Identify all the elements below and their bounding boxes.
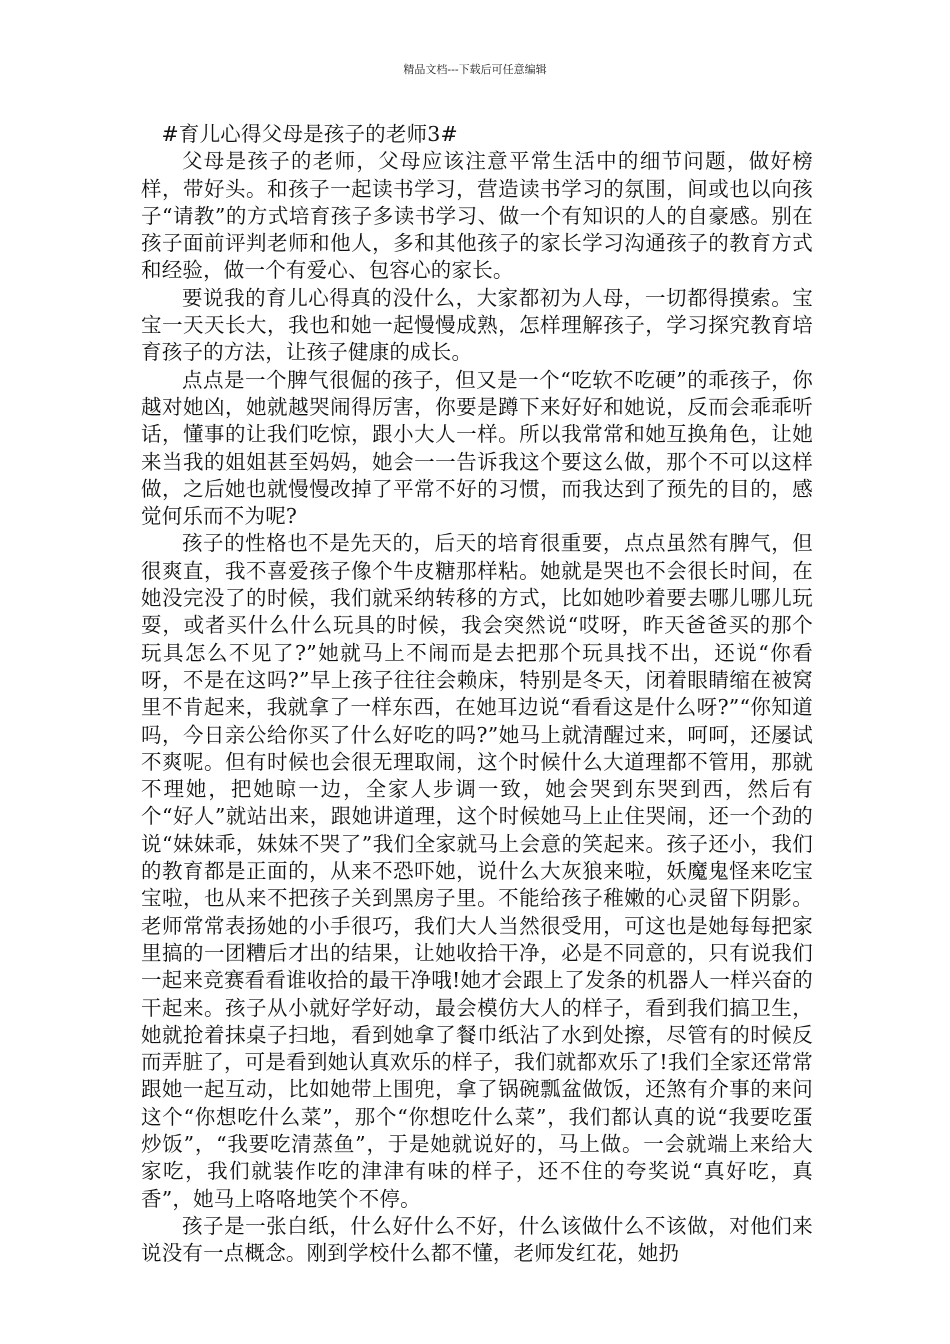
paragraph-4: 孩子的性格也不是先天的，后天的培育很重要，点点虽然有脾气，但很爽直，我不喜爱孩子像个牛皮糖那样粘。她就是哭也不会很长时间，在她没完没了的时候，我们就采纳转移的方式，比如她吵着要去哪儿哪儿玩耍，或者买什么什么玩具的时候，我会突然说“哎呀，昨天爸爸买的那个玩具怎么不见了?”她就马上不闹而是去把那个玩具找不出，还说“你看呀，不是在这吗?”早上孩子往往会赖床，特别是冬天，闭着眼睛缩在被窝里不肯起来，我就拿了一样东西，在她耳边说“看看这是什么呀?”“你知道吗，今日亲公给你买了什么好吃的吗?”她马上就清醒过来，呵呵，还屡试不爽呢。但有时候也会很无理取闹，这个时候什么大道理都不管用，那就不理她，把她晾一边，全家人步调一致，她会哭到东哭到西，然后有个“好人”就站出来，跟她讲道理，这个时候她马上止住哭闹，还一个劲的说“妹妹乖，妹妹不哭了”我们全家就马上会意的笑起来。孩子还小，我们的教育都是正面的，从来不恐吓她，说什么大灰狼来啦，妖魔鬼怪来吃宝宝啦，也从来不把孩子关到黑房子里。不能给孩子稚嫩的心灵留下阴影。老师常常表扬她的小手很巧，我们大人当然很受用，可这也是她每每把家里搞的一团糟后才出的结果，让她收拾干净，必是不同意的，只有说我们一起来竞赛看看谁收拾的最干净哦!她才会跟上了发条的机器人一样兴奋的干起来。孩子从小就好学好动，最会模仿大人的样子，看到我们搞卫生，她就抢着抹桌子扫地，看到她拿了餐巾纸沾了水到处擦，尽管有的时候反而弄脏了，可是看到她认真欢乐的样子，我们就都欢乐了!我们全家还常常跟她一起互动，比如她带上围兜，拿了锅碗瓢盆做饭，还煞有介事的来问这个“你想吃什么菜”，那个“你想吃什么菜”，我们都认真的说“我要吃蛋炒饭”，“我要吃清蒸鱼”，于是她就说好的，马上做。一会就端上来给大家吃，我们就装作吃的津津有味的样子，还不住的夸奖说“真好吃，真香”，她马上咯咯地笑个不停。 [141,531,813,1211]
paragraph-1: 父母是孩子的老师，父母应该注意平常生活中的细节问题，做好榜样，带好头。和孩子一起读书学习，营造读书学习的氛围，间或也以向孩子“请教”的方式培育孩子多读书学习、做一个有知识的人的自豪感。别在孩子面前评判老师和他人，多和其他孩子的家长学习沟通孩子的教育方式和经验，做一个有爱心、包容心的家长。 [141,149,813,283]
paragraph-5: 孩子是一张白纸，什么好什么不好，什么该做什么不该做，对他们来说没有一点概念。刚到学校什么都不懂，老师发红花，她扔 [141,1213,813,1266]
paragraph-2: 要说我的育儿心得真的没什么，大家都初为人母，一切都得摸索。宝宝一天天长大，我也和她一起慢慢成熟，怎样理解孩子，学习探究教育培育孩子的方法，让孩子健康的成长。 [141,285,813,365]
paragraph-3: 点点是一个脾气很倔的孩子，但又是一个“吃软不吃硬”的乖孩子，你越对她凶，她就越哭闹得厉害，你要是蹲下来好好和她说，反而会乖乖听话，懂事的让我们吃惊，跟小大人一样。所以我常常和她互换角色，让她来当我的姐姐甚至妈妈，她会一一告诉我这个要这么做，那个不可以这样做，之后她也就慢慢改掉了平常不好的习惯，而我达到了预先的目的，感觉何乐而不为呢? [141,367,813,529]
header-note: 精品文档---下载后可任意编辑 [403,63,547,76]
document-title: #育儿心得父母是孩子的老师3# [161,122,458,146]
document-body [141,121,813,1267]
